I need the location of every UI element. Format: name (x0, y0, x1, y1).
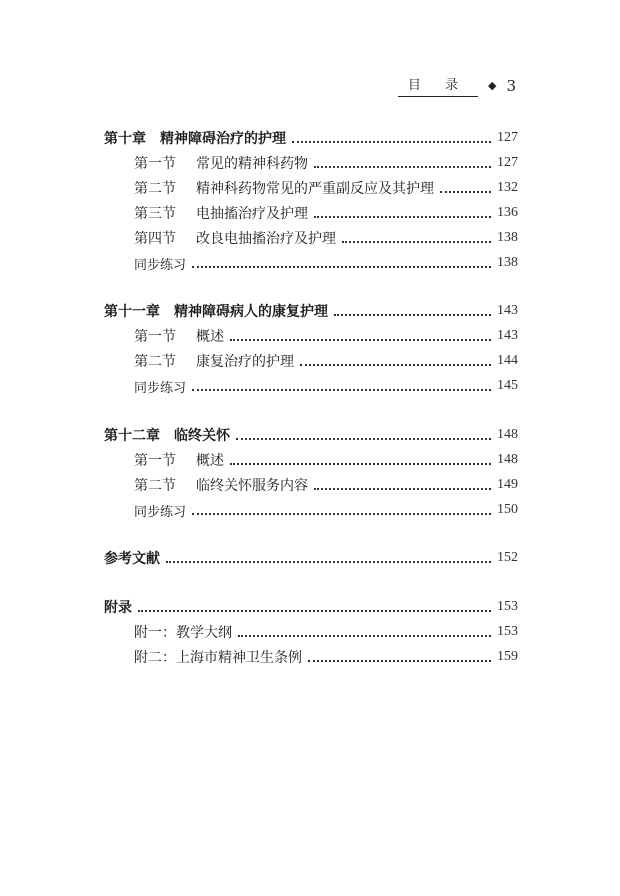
dot-leader (230, 463, 491, 465)
page-ref: 127 (497, 130, 518, 145)
exercise-title: 同步练习 (134, 380, 187, 396)
toc-references[interactable] (104, 547, 518, 569)
toc-exercise[interactable] (134, 252, 518, 274)
section-name: 概述 (196, 453, 224, 469)
section-number: 第一节 (134, 453, 176, 469)
toc-section[interactable] (134, 350, 518, 372)
dot-leader (236, 438, 491, 440)
dot-leader (238, 635, 491, 637)
section-number: 第一节 (134, 329, 176, 345)
section-title (134, 326, 224, 346)
page-ref: 148 (497, 427, 518, 442)
toc-section[interactable] (134, 177, 518, 199)
section-number: 第四节 (134, 231, 176, 247)
dot-leader (314, 166, 491, 168)
chapter-number: 第十章 (104, 131, 146, 147)
page-ref: 132 (497, 180, 518, 195)
section-title (134, 475, 308, 495)
dot-leader (166, 561, 491, 563)
section-name: 康复治疗的护理 (196, 354, 294, 370)
section-title (134, 203, 308, 223)
page-number: 3 (506, 76, 516, 95)
dot-leader (192, 266, 491, 268)
section-number: 第二节 (134, 181, 176, 197)
chapter-title (104, 128, 286, 148)
page-ref: 127 (497, 155, 518, 170)
chapter-number: 第十二章 (104, 428, 160, 444)
toc-section[interactable] (134, 449, 518, 471)
section-name: 精神科药物常见的严重副反应及其护理 (196, 181, 434, 197)
section-title (134, 450, 224, 470)
page-ref: 153 (497, 599, 518, 614)
section-number: 第二节 (134, 478, 176, 494)
dot-leader (308, 660, 491, 662)
page-ref: 143 (497, 303, 518, 318)
section-number: 第一节 (134, 156, 176, 172)
page-ref: 148 (497, 452, 518, 467)
running-header (398, 74, 516, 97)
toc-chapter-11[interactable] (104, 300, 518, 322)
chapter-title (104, 301, 328, 321)
toc-section[interactable] (134, 474, 518, 496)
toc-appendix-item[interactable] (134, 621, 518, 643)
toc-section[interactable] (134, 325, 518, 347)
exercise-title: 同步练习 (134, 257, 187, 273)
section-title (134, 228, 336, 248)
toc-section[interactable] (134, 152, 518, 174)
toc-chapter-10[interactable] (104, 127, 518, 149)
page-ref: 138 (497, 230, 518, 245)
toc-section[interactable] (134, 202, 518, 224)
page-ref: 153 (497, 624, 518, 639)
chapter-name: 精神障碍病人的康复护理 (174, 304, 328, 320)
section-name: 临终关怀服务内容 (196, 478, 308, 494)
page-ref: 143 (497, 328, 518, 343)
page-ref: 136 (497, 205, 518, 220)
section-title (134, 153, 308, 173)
dot-leader (300, 364, 491, 366)
section-title (134, 178, 434, 198)
page-ref: 150 (497, 502, 518, 517)
appendix-title: 附录 (104, 600, 132, 616)
chapter-title (104, 425, 230, 445)
dot-leader (192, 513, 491, 515)
page-ref: 149 (497, 477, 518, 492)
section-number: 第三节 (134, 206, 176, 222)
section-number: 第二节 (134, 354, 176, 370)
appendix-item-title: 附一：教学大纲 (134, 625, 232, 641)
toc-chapter-12[interactable] (104, 424, 518, 446)
toc-section[interactable] (134, 227, 518, 249)
header-label: 目 录 (398, 74, 478, 97)
toc-exercise[interactable] (134, 499, 518, 521)
page-ref: 159 (497, 649, 518, 664)
toc-appendix-item[interactable] (134, 646, 518, 668)
section-name: 改良电抽搐治疗及护理 (196, 231, 336, 247)
dot-leader (292, 141, 491, 143)
dot-leader (138, 610, 491, 612)
dot-leader (314, 488, 491, 490)
page-ref: 138 (497, 255, 518, 270)
toc-exercise[interactable] (134, 375, 518, 397)
section-title (134, 351, 294, 371)
dot-leader (440, 191, 491, 193)
page-ref: 144 (497, 353, 518, 368)
dot-leader (334, 314, 491, 316)
dot-leader (342, 241, 491, 243)
chapter-name: 精神障碍治疗的护理 (160, 131, 286, 147)
references-title: 参考文献 (104, 551, 160, 567)
dot-leader (314, 216, 491, 218)
exercise-title: 同步练习 (134, 504, 187, 520)
chapter-name: 临终关怀 (174, 428, 230, 444)
diamond-icon: ◆ (487, 79, 497, 92)
page-ref: 152 (497, 550, 518, 565)
dot-leader (192, 389, 491, 391)
section-name: 电抽搐治疗及护理 (196, 206, 308, 222)
appendix-item-title: 附二：上海市精神卫生条例 (134, 650, 302, 666)
page-ref: 145 (497, 378, 518, 393)
section-name: 概述 (196, 329, 224, 345)
toc-appendix[interactable] (104, 596, 518, 618)
dot-leader (230, 339, 491, 341)
section-name: 常见的精神科药物 (196, 156, 308, 172)
chapter-number: 第十一章 (104, 304, 160, 320)
